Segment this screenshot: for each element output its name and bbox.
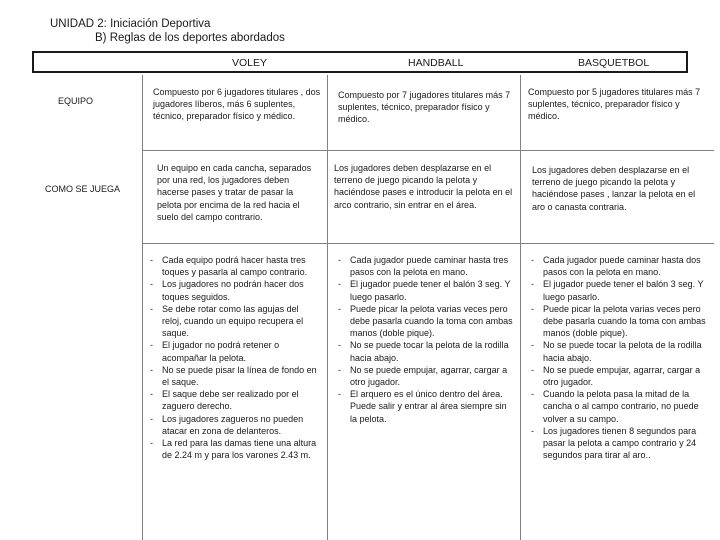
- rules-list-handball: [338, 254, 514, 425]
- list-item: - Se debe rotar como las agujas del reloj, cuando un equipo recupera el saque.: [150, 303, 320, 340]
- cell-como-se-juega-voley: Un equipo en cada cancha, separados por una red, los jugadores deben hacerse pases y tratar de pasar la pelota por encima de la red hacia el suelo del campo contrario.: [157, 163, 312, 222]
- row-divider: [142, 243, 714, 244]
- list-item: - Los jugadores tienen 8 segundos para pasar la pelota a campo contrario y 24 segundos para tirar al aro..: [531, 425, 709, 462]
- row-divider: [142, 150, 714, 151]
- list-item: - Puede picar la pelota varias veces pero debe pasarla cuando la toma con ambas manos (doble pique).: [338, 303, 514, 340]
- list-item: - Cada jugador puede caminar hasta dos pasos con la pelota en mano.: [531, 254, 709, 278]
- list-item: - No se puede tocar la pelota de la rodilla hacia abajo.: [338, 339, 514, 363]
- list-item: - El jugador puede tener el balón 3 seg. Y luego pasarlo.: [531, 278, 709, 302]
- list-item: - La red para las damas tiene una altura de 2.24 m y para los varones 2.43 m.: [150, 437, 320, 461]
- document-subtitle: B) Reglas de los deportes abordados: [95, 32, 285, 44]
- document-title: UNIDAD 2: Iniciación Deportiva: [50, 18, 211, 30]
- cell-como-se-juega-basquetbol: Los jugadores deben desplazarse en el terreno de juego picando la pelota y haciéndose pases , lanzar la pelota en el aro o canasta contraria.: [532, 165, 696, 212]
- cell-equipo-basquetbol: Compuesto por 5 jugadores titulares más 7 suplentes, técnico, preparador físico y médico.: [528, 87, 701, 122]
- list-item: - Cada equipo podrá hacer hasta tres toques y pasarla al campo contrario.: [150, 254, 320, 278]
- list-item: - El jugador puede tener el balón 3 seg. Y luego pasarlo.: [338, 278, 514, 302]
- list-item: - Cuando la pelota pasa la mitad de la cancha o al campo contrario, no puede volver a su campo.: [531, 388, 709, 425]
- list-item: - Puede picar la pelota varias veces pero debe pasarla cuando la toma con ambas manos (doble pique).: [531, 303, 709, 340]
- list-item: - Los jugadores zagueros no pueden atacar en zona de delanteros.: [150, 413, 320, 437]
- rules-list-voley: [150, 254, 320, 461]
- column-header-voley: VOLEY: [232, 57, 268, 69]
- list-item: - No se puede empujar, agarrar, cargar a otro jugador.: [338, 364, 514, 388]
- row-label-equipo: EQUIPO: [58, 96, 94, 106]
- column-header-handball: HANDBALL: [408, 57, 464, 69]
- list-item: - Los jugadores no podrán hacer dos toques seguidos.: [150, 278, 320, 302]
- list-item: - El arquero es el único dentro del área. Puede salir y entrar al área siempre sin la pelota.: [338, 388, 514, 425]
- cell-equipo-handball: Compuesto por 7 jugadores titulares más 7 suplentes, técnico, preparador físico y médico.: [338, 90, 511, 125]
- column-divider: [142, 75, 143, 540]
- row-label-como-se-juega: COMO SE JUEGA: [45, 184, 121, 194]
- cell-como-se-juega-handball: Los jugadores deben desplazarse en el terreno de juego picando la pelota y haciéndose pases e introducir la pelota en el arco contrario, sin entrar en el área.: [334, 163, 513, 210]
- list-item: - No se puede tocar la pelota de la rodilla hacia abajo.: [531, 339, 709, 363]
- column-header-basquetbol: BASQUETBOL: [578, 57, 650, 69]
- list-item: - Cada jugador puede caminar hasta tres pasos con la pelota en mano.: [338, 254, 514, 278]
- cell-equipo-voley: Compuesto por 6 jugadores titulares , dos jugadores líberos, más 6 suplentes, técnico, preparador físico y médico.: [153, 87, 321, 122]
- list-item: - El jugador no podrá retener o acompañar la pelota.: [150, 339, 320, 363]
- rules-list-basquetbol: [531, 254, 709, 461]
- list-item: - El saque debe ser realizado por el zaguero derecho.: [150, 388, 320, 412]
- list-item: - No se puede empujar, agarrar, cargar a otro jugador.: [531, 364, 709, 388]
- column-divider: [327, 75, 328, 540]
- column-divider: [520, 75, 521, 540]
- list-item: - No se puede pisar la línea de fondo en el saque.: [150, 364, 320, 388]
